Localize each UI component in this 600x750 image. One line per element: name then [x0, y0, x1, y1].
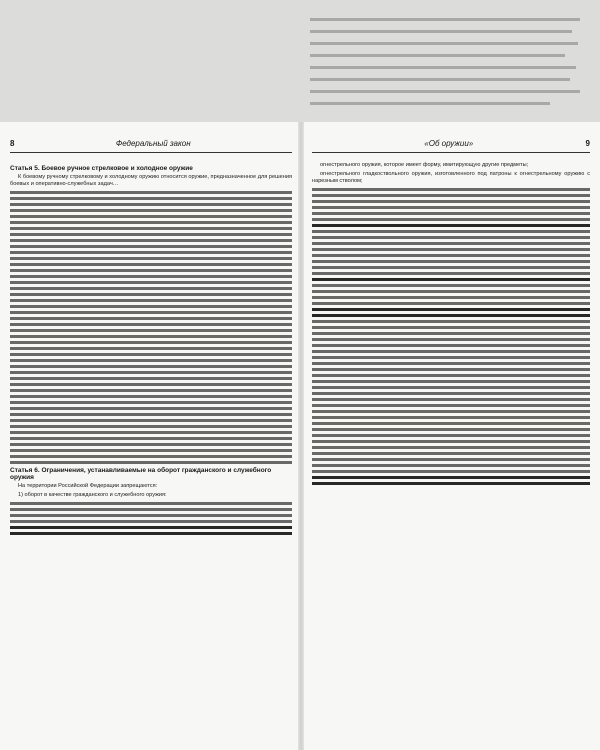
right-paragraph-1: огнестрельного оружия, которое имеет форму, имитирующую другие предметы;	[320, 162, 529, 168]
left-page-body	[10, 162, 292, 538]
right-running-title: «Об оружии»	[424, 138, 474, 148]
article-6-item-1: 1) оборот в качестве гражданского и служебного оружия:	[18, 492, 167, 498]
article-6-intro: На территории Российской Федерации запрещаются:	[18, 483, 158, 489]
previous-page-bleed	[0, 0, 600, 122]
right-page-body	[312, 162, 590, 488]
left-page-number: 8	[10, 138, 15, 148]
right-page-number: 9	[585, 138, 590, 148]
right-body-text	[312, 188, 590, 485]
book-spread	[0, 122, 600, 750]
article-6-body-text	[10, 502, 292, 535]
right-paragraph-2: огнестрельного гладкоствольного оружия, изготовленного под патроны к огнестрельному оружию с нарезным стволом;	[312, 171, 590, 184]
book-gutter	[298, 122, 304, 750]
left-running-title: Федеральный закон	[115, 138, 191, 148]
right-page-header	[312, 136, 590, 153]
article-6-heading: Статья 6. Ограничения, устанавливаемые на оборот гражданского и служебного оружия	[10, 467, 272, 481]
article-5-intro: К боевому ручному стрелковому и холодному оружию относится оружие, предназначенное для решения боевых и оперативно-служебных задач…	[10, 174, 292, 187]
article-5-body-text	[10, 191, 292, 464]
article-5-heading: Статья 5. Боевое ручное стрелковое и холодное оружие	[10, 165, 193, 172]
left-page-header	[10, 136, 292, 153]
